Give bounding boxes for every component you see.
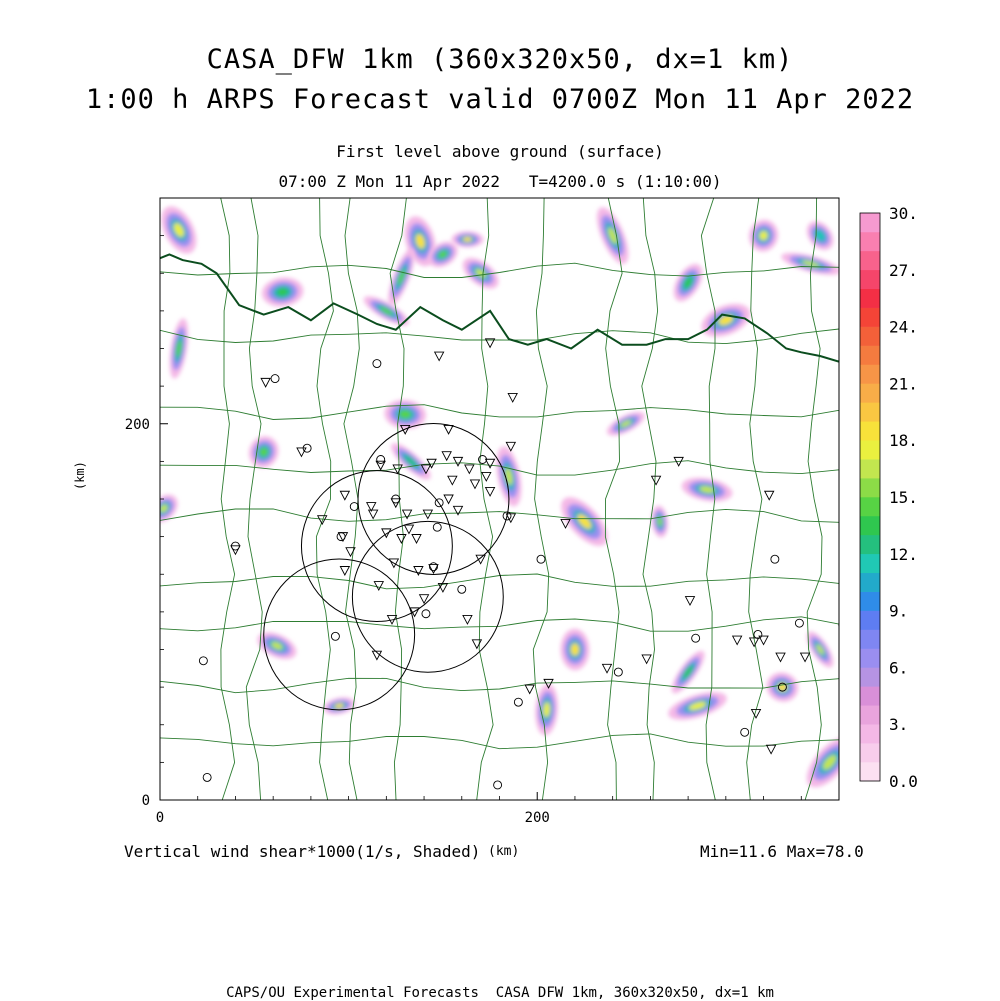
y-axis-label: (km): [73, 461, 87, 490]
min-max-readout: Min=11.6 Max=78.0: [700, 842, 864, 861]
colorbar-segment: [860, 440, 880, 459]
x-tick-label: 0: [155, 810, 165, 826]
colorbar-segment: [860, 270, 880, 289]
colorbar-label: 24.: [889, 317, 918, 337]
colorbar-segment: [860, 421, 880, 440]
chart-title-line1: CASA_DFW 1km (360x320x50, dx=1 km): [206, 44, 794, 75]
chart-title-line2: 1:00 h ARPS Forecast valid 0700Z Mon 11 Apr 2022: [85, 84, 915, 115]
colorbar-segment: [860, 648, 880, 667]
colorbar-segment: [860, 516, 880, 535]
colorbar-segment: [860, 383, 880, 402]
colorbar-segment: [860, 611, 880, 630]
colorbar-label: 6.: [889, 658, 909, 678]
y-tick-label: 0: [141, 793, 150, 809]
colorbar-label: 12.: [889, 544, 918, 564]
chart-subtitle-time: 07:00 Z Mon 11 Apr 2022 T=4200.0 s (1:10:00): [278, 172, 722, 191]
credit-line: CAPS/OU Experimental Forecasts CASA DFW 1km, 360x320x50, dx=1 km: [226, 985, 774, 1001]
colorbar-label: 9.: [889, 601, 909, 621]
shaded-region: [451, 231, 483, 247]
colorbar-label: 30.: [889, 204, 918, 223]
colorbar-segment: [860, 327, 880, 346]
plot-background: [160, 198, 839, 800]
colorbar-segment: [860, 213, 880, 232]
colorbar-segment: [860, 459, 880, 478]
colorbar-segment: [860, 686, 880, 705]
colorbar-label: 21.: [889, 374, 918, 394]
colorbar-segment: [860, 364, 880, 383]
colorbar-label: 27.: [889, 260, 918, 280]
colorbar-segment: [860, 346, 880, 365]
x-tick-label: 200: [524, 810, 550, 826]
colorbar-segment: [860, 308, 880, 327]
colorbar-segment: [860, 705, 880, 724]
colorbar-segment: [860, 573, 880, 592]
colorbar-segment: [860, 535, 880, 554]
colorbar-segment: [860, 724, 880, 743]
colorbar-segment: [860, 630, 880, 649]
colorbar-label: 15.: [889, 488, 918, 507]
colorbar-segment: [860, 251, 880, 270]
colorbar-segment: [860, 232, 880, 251]
colorbar-segment: [860, 402, 880, 421]
colorbar-segment: [860, 667, 880, 686]
station-circle-marker: [839, 621, 847, 629]
colorbar: [860, 204, 918, 791]
plot-area: [144, 198, 860, 800]
y-tick-label: 200: [124, 416, 150, 433]
colorbar-segment: [860, 762, 880, 781]
x-axis-label: (km): [488, 844, 520, 859]
colorbar-segment: [860, 743, 880, 762]
colorbar-segment: [860, 497, 880, 516]
colorbar-segment: [860, 554, 880, 573]
colorbar-label: 0.0: [889, 772, 918, 791]
shade-level: [463, 237, 473, 242]
colorbar-segment: [860, 592, 880, 611]
colorbar-segment: [860, 289, 880, 308]
colorbar-label: 3.: [889, 715, 909, 735]
field-description: Vertical wind shear*1000(1/s, Shaded): [124, 842, 481, 861]
chart-subtitle-level: First level above ground (surface): [336, 142, 664, 161]
colorbar-segment: [860, 478, 880, 497]
colorbar-label: 18.: [889, 431, 918, 451]
